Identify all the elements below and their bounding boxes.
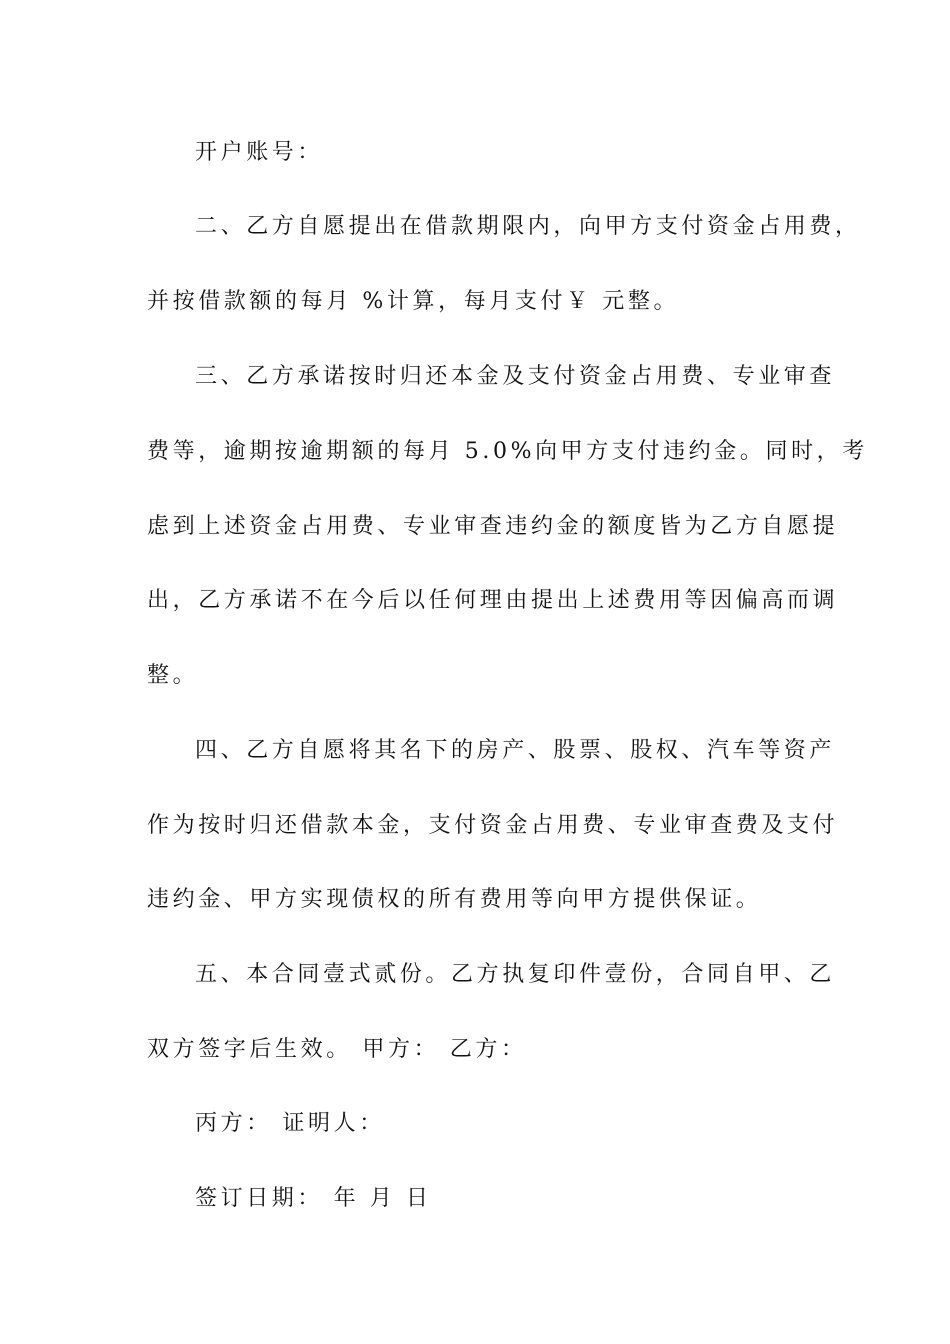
clause-3-line-1: 三、乙方承诺按时归还本金及支付资金占用费、专业审查: [195, 364, 836, 389]
clause-3-line-5: 整。: [147, 663, 199, 688]
clause-4-line-1: 四、乙方自愿将其名下的房产、股票、股权、汽车等资产: [195, 738, 836, 763]
clause-3-line-3: 虑到上述资金占用费、专业审查违约金的额度皆为乙方自愿提: [147, 514, 839, 539]
clause-2-line-2: 并按借款额的每月 %计算，每月支付￥ 元整。: [147, 289, 680, 314]
signature-parties-line: 双方签字后生效。 甲方： 乙方：: [147, 1037, 527, 1062]
clause-3-line-2: 费等，逾期按逾期额的每月 5.0%向甲方支付违约金。同时，考: [147, 439, 868, 464]
clause-4-line-3: 违约金、甲方实现债权的所有费用等向甲方提供保证。: [147, 887, 762, 912]
signing-date-line: 签订日期： 年 月 日: [195, 1186, 432, 1211]
witness-line: 丙方： 证明人：: [195, 1111, 385, 1136]
clause-2-line-1: 二、乙方自愿提出在借款期限内，向甲方支付资金占用费，: [195, 214, 861, 239]
clause-5-line-1: 五、本合同壹式贰份。乙方执复印件壹份，合同自甲、乙: [195, 962, 836, 987]
clause-3-line-4: 出，乙方承诺不在今后以任何理由提出上述费用等因偏高而调: [147, 588, 839, 613]
account-number-line: 开户账号：: [195, 140, 324, 165]
clause-4-line-2: 作为按时归还借款本金，支付资金占用费、专业审查费及支付: [147, 813, 839, 838]
